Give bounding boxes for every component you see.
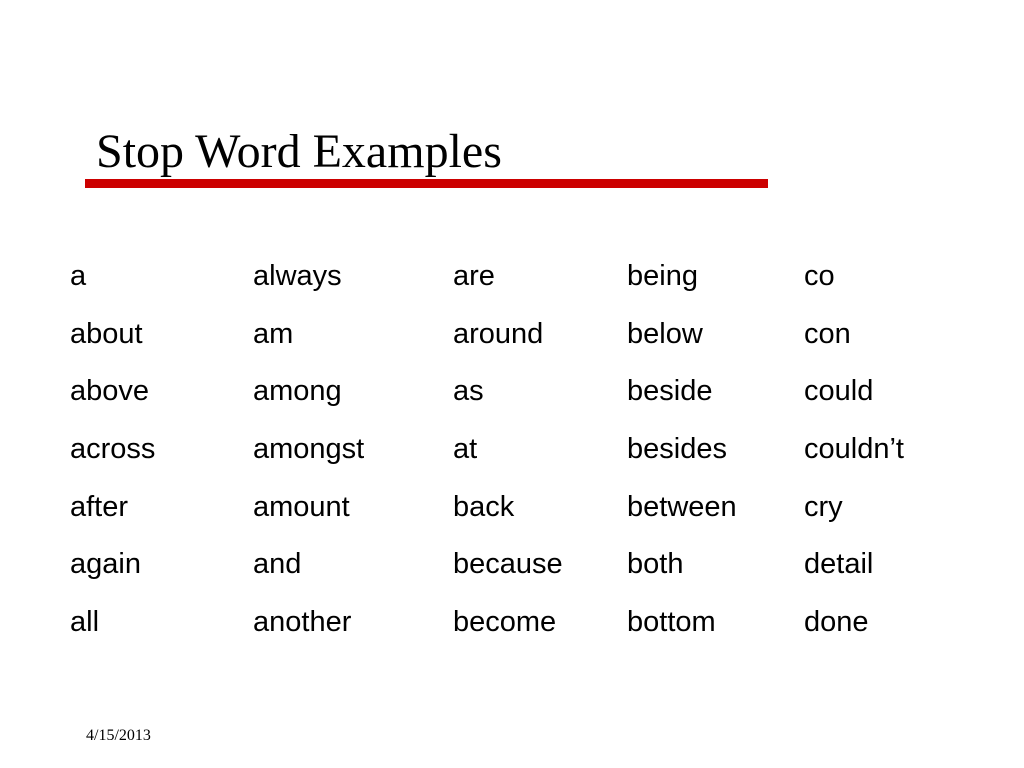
slide-date: 4/15/2013 [86, 727, 151, 744]
word-item: beside [627, 375, 713, 408]
word-item: because [453, 548, 563, 581]
word-item: both [627, 548, 684, 581]
word-item: below [627, 317, 703, 350]
word-item: am [253, 317, 294, 350]
word-item: a [70, 260, 87, 292]
word-column-1 [70, 248, 155, 652]
word-item: become [453, 606, 557, 639]
word-item: con [804, 317, 851, 350]
word-item: being [627, 260, 698, 292]
word-item: after [70, 490, 129, 523]
word-column-2 [253, 248, 364, 652]
word-column-5 [804, 248, 904, 652]
word-item: done [804, 606, 869, 639]
word-item: bottom [627, 606, 716, 639]
slide-title: Stop Word Examples [96, 125, 502, 178]
word-item: always [253, 260, 342, 292]
word-item: above [70, 375, 150, 408]
word-item: another [253, 606, 352, 639]
word-item: and [253, 548, 302, 581]
word-item: between [627, 490, 737, 523]
word-item: around [453, 317, 544, 350]
word-item: are [453, 260, 495, 292]
word-item: among [253, 375, 342, 408]
word-item: again [70, 548, 141, 581]
word-column-3 [453, 248, 563, 652]
word-item: detail [804, 548, 874, 581]
word-item: co [804, 260, 835, 292]
word-item: as [453, 375, 484, 408]
word-column-4 [627, 248, 737, 652]
word-item: back [453, 490, 515, 523]
word-item: at [453, 433, 478, 466]
word-item: across [70, 433, 156, 466]
word-item: amount [253, 490, 350, 523]
word-item: all [70, 606, 100, 639]
word-item: amongst [253, 433, 365, 466]
word-item: could [804, 375, 874, 408]
word-item: besides [627, 433, 727, 466]
word-item: about [70, 317, 143, 350]
word-item: couldn’t [804, 433, 904, 466]
word-item: cry [804, 490, 843, 523]
